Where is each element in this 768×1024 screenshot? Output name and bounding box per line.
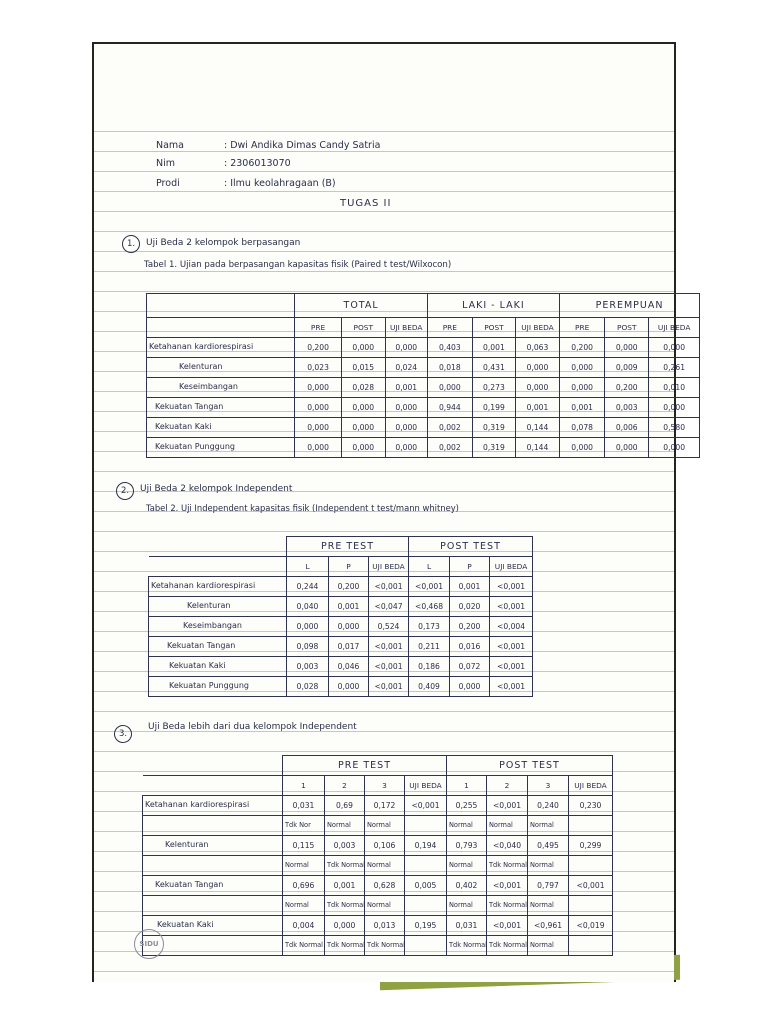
table3-cell: 0,172 — [365, 796, 405, 816]
normality-note: Tdk Normal — [489, 941, 527, 950]
table2-cell: 0,524 — [369, 617, 409, 637]
table2-subheader: L — [409, 557, 450, 577]
table1-group-laki: LAKI - LAKI — [427, 294, 559, 318]
table1-cell: 0,144 — [515, 418, 559, 438]
table3-cell: <0,961 — [528, 916, 569, 936]
table2-cell: 0,072 — [450, 657, 490, 677]
normality-note: Tdk Normal — [327, 861, 365, 870]
table2-cell: 0,244 — [287, 577, 329, 597]
table2-row-label: Kekuatan Punggung — [149, 677, 287, 697]
table3-note-cell — [325, 896, 365, 916]
table3-note-cell — [325, 856, 365, 876]
table2-subheader: P — [450, 557, 490, 577]
table3-subheader: 3 — [365, 776, 405, 796]
table2-row-label: Keseimbangan — [149, 617, 287, 637]
table1-cell: 0,000 — [649, 438, 700, 458]
table1-cell: 0,200 — [295, 338, 341, 358]
normality-note: Tdk Normal — [327, 941, 365, 950]
table3-note-blank — [143, 856, 283, 876]
table1-cell: 0,200 — [560, 338, 605, 358]
table3-note-cell — [325, 936, 365, 956]
table3-note-cell — [405, 856, 447, 876]
table3-note-cell — [528, 816, 569, 836]
table1-cell: 0,063 — [515, 338, 559, 358]
table1-subheader: POST — [605, 318, 649, 338]
table3-note-row — [143, 936, 613, 956]
table1-cell: 0,200 — [605, 378, 649, 398]
table3-note-row — [143, 896, 613, 916]
table1-subheader: POST — [472, 318, 515, 338]
normality-note: Normal — [327, 821, 351, 830]
table3-cell: 0,003 — [325, 836, 365, 856]
table3-subheader: 1 — [283, 776, 325, 796]
table1-subheader-blank — [147, 318, 295, 338]
table1-cell: 0,319 — [472, 438, 515, 458]
table3-note-cell — [487, 856, 528, 876]
nim-label: Nim — [156, 158, 175, 169]
table1-row — [147, 438, 700, 458]
section1-caption: Tabel 1. Ujian pada berpasangan kapasitas fisik (Paired t test/Wilxocon) — [144, 260, 452, 270]
table2-cell: 0,186 — [409, 657, 450, 677]
table1-cell: 0,431 — [472, 358, 515, 378]
table1-cell: 0,009 — [605, 358, 649, 378]
table2-cell: 0,001 — [329, 597, 369, 617]
nama-label: Nama — [156, 140, 185, 151]
table3-subheader: UJI BEDA — [405, 776, 447, 796]
table3-note-cell — [405, 936, 447, 956]
table2-cell: <0,047 — [369, 597, 409, 617]
table3-cell: 0,001 — [325, 876, 365, 896]
table3-cell: 0,495 — [528, 836, 569, 856]
table3-note-blank — [143, 816, 283, 836]
table1-subheader: PRE — [427, 318, 472, 338]
table1-row — [147, 418, 700, 438]
table3-note-cell — [365, 816, 405, 836]
table3-note-cell — [487, 896, 528, 916]
table3-note-cell — [569, 856, 613, 876]
normality-note: Normal — [449, 901, 473, 910]
table1-cell: 0,000 — [385, 438, 427, 458]
table3-note-row — [143, 816, 613, 836]
nama-value: : Dwi Andika Dimas Candy Satria — [224, 140, 381, 151]
table2-cell: <0,001 — [490, 677, 533, 697]
table2-cell: 0,017 — [329, 637, 369, 657]
table2-subheader: P — [329, 557, 369, 577]
section2-caption: Tabel 2. Uji Independent kapasitas fisik (Independent t test/mann whitney) — [146, 503, 459, 513]
table2-cell: 0,000 — [329, 617, 369, 637]
section1-heading: Uji Beda 2 kelompok berpasangan — [146, 238, 301, 248]
table3-subheader: 2 — [325, 776, 365, 796]
table1-subheader: UJI BEDA — [515, 318, 559, 338]
normality-note: Normal — [285, 901, 309, 910]
table1-cell: 0,261 — [649, 358, 700, 378]
table1-cell: 0,000 — [649, 338, 700, 358]
table3-note-cell — [365, 896, 405, 916]
table3-note-cell — [487, 816, 528, 836]
table-independent-tests — [148, 536, 533, 697]
table1-cell: 0,000 — [385, 338, 427, 358]
normality-note: Tdk Normal — [449, 941, 487, 950]
table2-cell: <0,001 — [369, 677, 409, 697]
normality-note: Normal — [449, 821, 473, 830]
table1-subheader: PRE — [560, 318, 605, 338]
table3-cell: 0,793 — [447, 836, 487, 856]
table1-cell: 0,000 — [341, 338, 385, 358]
table3-note-cell — [447, 896, 487, 916]
table3-subheader: 2 — [487, 776, 528, 796]
normality-note: Tdk Normal — [367, 941, 405, 950]
table3-row — [143, 836, 613, 856]
table3-note-cell — [405, 896, 447, 916]
table1-cell: 0,028 — [341, 378, 385, 398]
table1-cell: 0,944 — [427, 398, 472, 418]
table1-cell: 0,000 — [295, 438, 341, 458]
normality-note: Normal — [530, 861, 554, 870]
table2-cell: <0,001 — [490, 577, 533, 597]
table1-corner — [147, 294, 295, 318]
normality-note: Normal — [530, 821, 554, 830]
table1-subheader: POST — [341, 318, 385, 338]
normality-note: Tdk Normal — [489, 901, 527, 910]
table2-row — [149, 677, 533, 697]
table1-cell: 0,319 — [472, 418, 515, 438]
table3-note-cell — [283, 936, 325, 956]
table-multi-group-tests — [142, 755, 613, 956]
section3-heading: Uji Beda lebih dari dua kelompok Independent — [148, 722, 357, 732]
table2-cell: <0,468 — [409, 597, 450, 617]
table3-note-cell — [325, 816, 365, 836]
table3-note-cell — [365, 936, 405, 956]
table3-cell: 0,255 — [447, 796, 487, 816]
table2-cell: 0,001 — [450, 577, 490, 597]
table2-cell: <0,001 — [369, 577, 409, 597]
table2-row — [149, 657, 533, 677]
section2-number: 2. — [116, 482, 134, 500]
table3-cell: <0,001 — [569, 876, 613, 896]
table1-row-label: Kekuatan Punggung — [147, 438, 295, 458]
table2-cell: 0,173 — [409, 617, 450, 637]
table3-note-cell — [569, 816, 613, 836]
table2-group-post: POST TEST — [409, 537, 533, 557]
table2-subheader: L — [287, 557, 329, 577]
table3-row-label: Ketahanan kardiorespirasi — [143, 796, 283, 816]
table2-cell: 0,098 — [287, 637, 329, 657]
table-paired-tests — [146, 293, 700, 458]
normality-note: Normal — [489, 821, 513, 830]
table1-cell: 0,000 — [649, 398, 700, 418]
table1-row — [147, 398, 700, 418]
normality-note: Normal — [530, 901, 554, 910]
table3-note-cell — [447, 816, 487, 836]
table2-row — [149, 637, 533, 657]
table1-cell: 0,001 — [385, 378, 427, 398]
table3-cell: <0,019 — [569, 916, 613, 936]
normality-note: Normal — [530, 941, 554, 950]
table3-cell: 0,106 — [365, 836, 405, 856]
table2-cell: 0,409 — [409, 677, 450, 697]
table3-note-cell — [283, 856, 325, 876]
table2-row-label: Kekuatan Tangan — [149, 637, 287, 657]
table1-cell: 0,001 — [472, 338, 515, 358]
table2-subheader-blank — [149, 557, 287, 577]
normality-note: Normal — [367, 861, 391, 870]
table3-row-label: Kekuatan Kaki — [143, 916, 283, 936]
table3-note-blank — [143, 896, 283, 916]
table3-corner — [143, 756, 283, 776]
table3-cell: <0,001 — [487, 916, 528, 936]
table1-cell: 0,000 — [295, 418, 341, 438]
table1-cell: 0,000 — [605, 338, 649, 358]
table1-cell: 0,000 — [427, 378, 472, 398]
table2-row-label: Kelenturan — [149, 597, 287, 617]
table1-cell: 0,023 — [295, 358, 341, 378]
table2-cell: <0,001 — [490, 657, 533, 677]
table2-cell: <0,001 — [490, 637, 533, 657]
table1-cell: 0,002 — [427, 438, 472, 458]
table2-cell: 0,040 — [287, 597, 329, 617]
table3-row — [143, 796, 613, 816]
table2-cell: 0,003 — [287, 657, 329, 677]
section2-heading: Uji Beda 2 kelompok Independent — [140, 484, 293, 494]
table3-subheader: UJI BEDA — [569, 776, 613, 796]
table2-row — [149, 597, 533, 617]
normality-note: Tdk Normal — [327, 901, 365, 910]
table3-cell: <0,040 — [487, 836, 528, 856]
table1-row-label: Ketahanan kardiorespirasi — [147, 338, 295, 358]
section3-number: 3. — [114, 725, 132, 743]
table1-cell: 0,000 — [295, 378, 341, 398]
table2-cell: 0,000 — [287, 617, 329, 637]
section1-number: 1. — [122, 235, 140, 253]
table3-row-label: Kekuatan Tangan — [143, 876, 283, 896]
table2-cell: <0,001 — [409, 577, 450, 597]
table3-note-cell — [487, 936, 528, 956]
table1-cell: 0,000 — [515, 358, 559, 378]
table1-cell: 0,003 — [605, 398, 649, 418]
table3-note-cell — [569, 896, 613, 916]
table3-subheader: 3 — [528, 776, 569, 796]
table3-cell: 0,004 — [283, 916, 325, 936]
table3-note-cell — [283, 896, 325, 916]
table3-cell: 0,195 — [405, 916, 447, 936]
table1-cell: 0,403 — [427, 338, 472, 358]
table1-row-label: Keseimbangan — [147, 378, 295, 398]
normality-note: Tdk Nor — [285, 821, 311, 830]
table3-group-pre: PRE TEST — [283, 756, 447, 776]
table3-cell: 0,115 — [283, 836, 325, 856]
table3-note-row — [143, 856, 613, 876]
table1-cell: 0,018 — [427, 358, 472, 378]
table3-row — [143, 876, 613, 896]
table1-subheader: UJI BEDA — [385, 318, 427, 338]
table3-cell: <0,001 — [487, 796, 528, 816]
table1-cell: 0,015 — [341, 358, 385, 378]
table1-group-total: TOTAL — [295, 294, 427, 318]
table1-cell: 0,078 — [560, 418, 605, 438]
notebook-page — [94, 44, 691, 982]
table2-subheader: UJI BEDA — [369, 557, 409, 577]
table2-cell: <0,001 — [369, 637, 409, 657]
normality-note: Tdk Normal — [489, 861, 527, 870]
normality-note: Normal — [449, 861, 473, 870]
prodi-label: Prodi — [156, 178, 180, 189]
table2-cell: 0,016 — [450, 637, 490, 657]
table3-row — [143, 916, 613, 936]
table1-cell: 0,000 — [560, 358, 605, 378]
normality-note: Normal — [367, 821, 391, 830]
prodi-value: : Ilmu keolahragaan (B) — [224, 178, 336, 189]
normality-note: Tdk Normal — [285, 941, 323, 950]
table3-cell: 0,696 — [283, 876, 325, 896]
table1-cell: 0,001 — [515, 398, 559, 418]
table3-note-cell — [528, 896, 569, 916]
table3-note-cell — [447, 936, 487, 956]
table1-cell: 0,273 — [472, 378, 515, 398]
table2-group-pre: PRE TEST — [287, 537, 409, 557]
table2-subheader: UJI BEDA — [490, 557, 533, 577]
table1-row — [147, 338, 700, 358]
table2-cell: 0,211 — [409, 637, 450, 657]
table3-cell: 0,299 — [569, 836, 613, 856]
table2-cell: 0,000 — [329, 677, 369, 697]
table1-cell: 0,024 — [385, 358, 427, 378]
table3-cell: <0,001 — [405, 796, 447, 816]
table3-cell: 0,005 — [405, 876, 447, 896]
table3-cell: 0,031 — [283, 796, 325, 816]
table3-cell: 0,240 — [528, 796, 569, 816]
table3-cell: 0,013 — [365, 916, 405, 936]
table3-note-cell — [528, 856, 569, 876]
table1-cell: 0,001 — [560, 398, 605, 418]
table1-cell: 0,000 — [341, 398, 385, 418]
table1-cell: 0,002 — [427, 418, 472, 438]
normality-note: Normal — [285, 861, 309, 870]
assignment-title: TUGAS II — [340, 198, 392, 209]
table1-cell: 0,000 — [341, 438, 385, 458]
table1-row-label: Kekuatan Tangan — [147, 398, 295, 418]
table2-cell: 0,028 — [287, 677, 329, 697]
table2-cell: 0,020 — [450, 597, 490, 617]
table3-note-cell — [447, 856, 487, 876]
table1-group-perempuan: PEREMPUAN — [560, 294, 700, 318]
normality-note: Normal — [367, 901, 391, 910]
table1-row-label: Kelenturan — [147, 358, 295, 378]
table2-cell: 0,000 — [450, 677, 490, 697]
table3-cell: 0,194 — [405, 836, 447, 856]
table2-cell: 0,046 — [329, 657, 369, 677]
table1-cell: 0,010 — [649, 378, 700, 398]
table3-cell: 0,000 — [325, 916, 365, 936]
table3-row-label: Kelenturan — [143, 836, 283, 856]
table1-cell: 0,000 — [341, 418, 385, 438]
watermark-stamp: SIDU — [134, 929, 164, 959]
table1-cell: 0,000 — [295, 398, 341, 418]
table2-cell: <0,004 — [490, 617, 533, 637]
table1-cell: 0,000 — [385, 398, 427, 418]
table2-corner — [149, 537, 287, 557]
table1-row-label: Kekuatan Kaki — [147, 418, 295, 438]
table3-note-cell — [528, 936, 569, 956]
table1-subheader: UJI BEDA — [649, 318, 700, 338]
table3-cell: <0,001 — [487, 876, 528, 896]
table2-row — [149, 617, 533, 637]
table3-cell: 0,628 — [365, 876, 405, 896]
nim-value: : 2306013070 — [224, 158, 291, 169]
table3-note-cell — [365, 856, 405, 876]
table3-cell: 0,69 — [325, 796, 365, 816]
table2-cell: <0,001 — [490, 597, 533, 617]
table3-cell: 0,797 — [528, 876, 569, 896]
table2-cell: 0,200 — [450, 617, 490, 637]
table1-cell: 0,000 — [560, 438, 605, 458]
table3-subheader-blank — [143, 776, 283, 796]
table1-cell: 0,000 — [605, 438, 649, 458]
table3-note-cell — [569, 936, 613, 956]
table1-row — [147, 358, 700, 378]
table1-cell: 0,000 — [515, 378, 559, 398]
table3-note-cell — [283, 816, 325, 836]
table3-subheader: 1 — [447, 776, 487, 796]
table1-cell: 0,144 — [515, 438, 559, 458]
table1-cell: 0,580 — [649, 418, 700, 438]
table3-cell: 0,031 — [447, 916, 487, 936]
table2-cell: 0,200 — [329, 577, 369, 597]
table1-cell: 0,006 — [605, 418, 649, 438]
table3-note-cell — [405, 816, 447, 836]
table2-row-label: Kekuatan Kaki — [149, 657, 287, 677]
table1-row — [147, 378, 700, 398]
table1-cell: 0,000 — [560, 378, 605, 398]
table2-row-label: Ketahanan kardiorespirasi — [149, 577, 287, 597]
table1-subheader: PRE — [295, 318, 341, 338]
table3-cell: 0,402 — [447, 876, 487, 896]
table2-row — [149, 577, 533, 597]
table3-group-post: POST TEST — [447, 756, 613, 776]
table2-cell: <0,001 — [369, 657, 409, 677]
table1-cell: 0,000 — [385, 418, 427, 438]
table1-cell: 0,199 — [472, 398, 515, 418]
table3-cell: 0,230 — [569, 796, 613, 816]
